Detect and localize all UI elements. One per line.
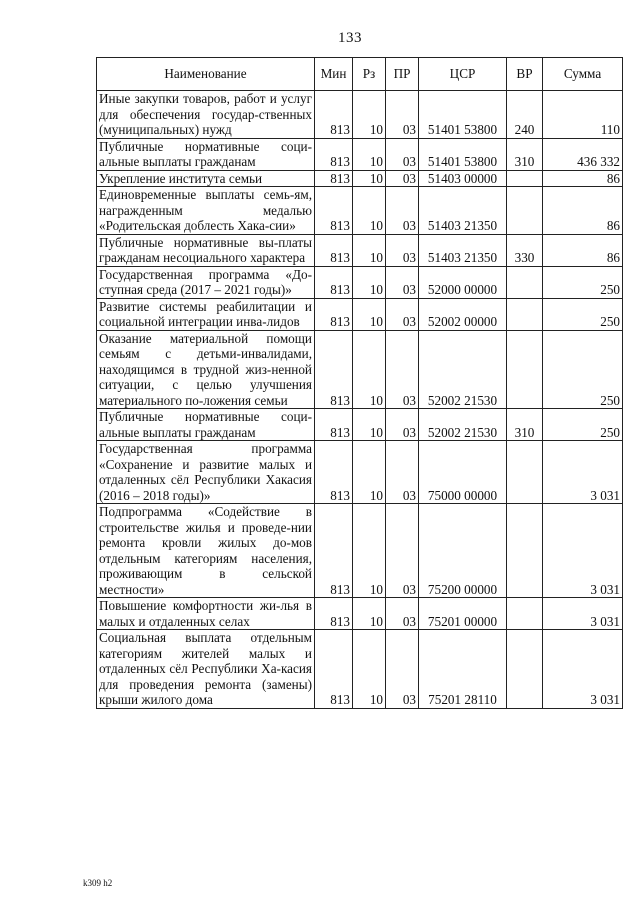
cell-rz: 10 xyxy=(353,504,386,598)
cell-rz: 10 xyxy=(353,298,386,330)
table-row xyxy=(97,138,623,170)
cell-pr: 03 xyxy=(386,170,419,187)
table-row xyxy=(97,91,623,139)
cell-vr xyxy=(507,298,543,330)
cell-csr: 52002 21530 xyxy=(419,330,507,409)
cell-rz: 10 xyxy=(353,409,386,441)
cell-pr: 03 xyxy=(386,441,419,504)
cell-name: Оказание материальной помощи семьям с детьми-инвалидами, находящимся в трудной жиз-ненной ситуации, с целью улучшения материального по-ложения семьи xyxy=(97,330,315,409)
cell-name: Публичные нормативные вы-платы гражданам несоциального характера xyxy=(97,234,315,266)
cell-rz: 10 xyxy=(353,234,386,266)
cell-csr: 75201 00000 xyxy=(419,598,507,630)
column-header-csr: ЦСР xyxy=(419,58,507,91)
cell-name: Публичные нормативные соци-альные выплаты гражданам xyxy=(97,409,315,441)
cell-pr: 03 xyxy=(386,630,419,709)
cell-rz: 10 xyxy=(353,187,386,235)
cell-csr: 52002 21530 xyxy=(419,409,507,441)
cell-name: Государственная программа «До-ступная среда (2017 – 2021 годы)» xyxy=(97,266,315,298)
cell-vr xyxy=(507,504,543,598)
table-body xyxy=(97,91,623,709)
cell-name: Укрепление института семьи xyxy=(97,170,315,187)
cell-csr: 51403 00000 xyxy=(419,170,507,187)
cell-name: Единовременные выплаты семь-ям, награжденным медалью «Родительская доблесть Хака-сии» xyxy=(97,187,315,235)
cell-sum: 86 xyxy=(543,234,623,266)
table-row xyxy=(97,598,623,630)
cell-csr: 75200 00000 xyxy=(419,504,507,598)
page-number: 133 xyxy=(338,30,362,46)
cell-pr: 03 xyxy=(386,91,419,139)
cell-pr: 03 xyxy=(386,598,419,630)
table-row xyxy=(97,266,623,298)
cell-min: 813 xyxy=(315,138,353,170)
cell-pr: 03 xyxy=(386,234,419,266)
cell-csr: 51401 53800 xyxy=(419,91,507,139)
budget-table xyxy=(96,57,623,709)
cell-sum: 3 031 xyxy=(543,504,623,598)
cell-min: 813 xyxy=(315,409,353,441)
cell-vr xyxy=(507,441,543,504)
table-row xyxy=(97,170,623,187)
cell-vr xyxy=(507,266,543,298)
cell-pr: 03 xyxy=(386,330,419,409)
cell-name: Повышение комфортности жи-лья в малых и отдаленных селах xyxy=(97,598,315,630)
cell-rz: 10 xyxy=(353,91,386,139)
cell-min: 813 xyxy=(315,330,353,409)
cell-csr: 75000 00000 xyxy=(419,441,507,504)
column-header-vr: ВР xyxy=(507,58,543,91)
cell-pr: 03 xyxy=(386,504,419,598)
table-row xyxy=(97,630,623,709)
cell-min: 813 xyxy=(315,234,353,266)
cell-name: Иные закупки товаров, работ и услуг для обеспечения государ-ственных (муниципальных) нужд xyxy=(97,91,315,139)
table-row xyxy=(97,504,623,598)
cell-sum: 110 xyxy=(543,91,623,139)
cell-vr: 240 xyxy=(507,91,543,139)
cell-sum: 250 xyxy=(543,409,623,441)
cell-csr: 51401 53800 xyxy=(419,138,507,170)
column-header-min: Мин xyxy=(315,58,353,91)
cell-min: 813 xyxy=(315,441,353,504)
cell-csr: 52000 00000 xyxy=(419,266,507,298)
cell-name: Развитие системы реабилитации и социальной интеграции инва-лидов xyxy=(97,298,315,330)
table-row xyxy=(97,441,623,504)
cell-name: Государственная программа «Сохранение и развитие малых и отдаленных сёл Республики Хакасия (2016 – 2018 годы)» xyxy=(97,441,315,504)
cell-csr: 51403 21350 xyxy=(419,234,507,266)
table-row xyxy=(97,330,623,409)
cell-pr: 03 xyxy=(386,298,419,330)
cell-rz: 10 xyxy=(353,598,386,630)
cell-sum: 250 xyxy=(543,266,623,298)
cell-rz: 10 xyxy=(353,170,386,187)
table-row xyxy=(97,409,623,441)
cell-sum: 250 xyxy=(543,298,623,330)
column-header-sum: Сумма xyxy=(543,58,623,91)
cell-csr: 75201 28110 xyxy=(419,630,507,709)
cell-vr: 330 xyxy=(507,234,543,266)
cell-vr xyxy=(507,630,543,709)
cell-sum: 250 xyxy=(543,330,623,409)
cell-min: 813 xyxy=(315,170,353,187)
cell-vr xyxy=(507,598,543,630)
cell-min: 813 xyxy=(315,91,353,139)
table-row xyxy=(97,187,623,235)
cell-name: Подпрограмма «Содействие в строительстве жилья и проведе-нии ремонта кровли жилых до-мов отдельным категориям населения, проживающим в сельской местности» xyxy=(97,504,315,598)
cell-sum: 3 031 xyxy=(543,630,623,709)
cell-vr xyxy=(507,170,543,187)
cell-pr: 03 xyxy=(386,138,419,170)
cell-vr: 310 xyxy=(507,138,543,170)
cell-vr: 310 xyxy=(507,409,543,441)
cell-name: Публичные нормативные соци-альные выплаты гражданам xyxy=(97,138,315,170)
cell-vr xyxy=(507,187,543,235)
cell-min: 813 xyxy=(315,266,353,298)
cell-min: 813 xyxy=(315,630,353,709)
table-row xyxy=(97,298,623,330)
cell-min: 813 xyxy=(315,298,353,330)
cell-rz: 10 xyxy=(353,330,386,409)
cell-rz: 10 xyxy=(353,138,386,170)
cell-min: 813 xyxy=(315,598,353,630)
cell-rz: 10 xyxy=(353,630,386,709)
cell-pr: 03 xyxy=(386,409,419,441)
column-header-name: Наименование xyxy=(97,58,315,91)
cell-min: 813 xyxy=(315,504,353,598)
cell-pr: 03 xyxy=(386,266,419,298)
cell-sum: 3 031 xyxy=(543,441,623,504)
cell-rz: 10 xyxy=(353,266,386,298)
cell-min: 813 xyxy=(315,187,353,235)
column-header-rz: Рз xyxy=(353,58,386,91)
cell-vr xyxy=(507,330,543,409)
footer-code: k309 h2 xyxy=(83,878,113,888)
cell-pr: 03 xyxy=(386,187,419,235)
column-header-pr: ПР xyxy=(386,58,419,91)
cell-csr: 52002 00000 xyxy=(419,298,507,330)
cell-sum: 86 xyxy=(543,187,623,235)
table-header-row xyxy=(97,58,623,91)
table-row xyxy=(97,234,623,266)
cell-name: Социальная выплата отдельным категориям жителей малых и отдаленных сёл Республики Ха-касия для проведения ремонта (замены) крыши жилого дома xyxy=(97,630,315,709)
cell-csr: 51403 21350 xyxy=(419,187,507,235)
cell-sum: 3 031 xyxy=(543,598,623,630)
cell-sum: 436 332 xyxy=(543,138,623,170)
cell-sum: 86 xyxy=(543,170,623,187)
cell-rz: 10 xyxy=(353,441,386,504)
